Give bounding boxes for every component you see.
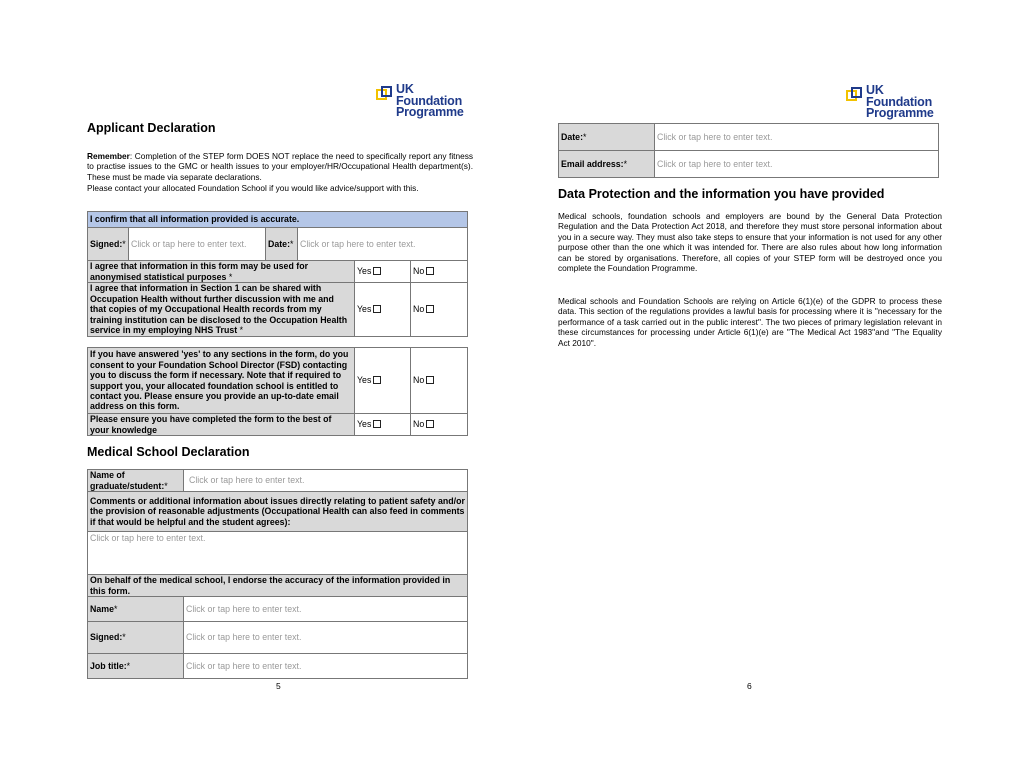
email-address-field[interactable]: Click or tap here to enter text. — [655, 151, 939, 178]
signed-field-medical[interactable]: Click or tap here to enter text. — [184, 622, 468, 654]
name-of-graduate-field[interactable]: Click or tap here to enter text. — [184, 470, 468, 492]
contact-paragraph: Please contact your allocated Foundation School if you would like advice/support with this. — [87, 183, 419, 193]
confirm-header: I confirm that all information provided is accurate. — [88, 212, 468, 228]
logo-line-2: Foundation — [866, 94, 933, 109]
data-protection-heading: Data Protection and the information you have provided — [558, 187, 885, 201]
occupational-health-question: I agree that information in Section 1 can be shared with Occupation Health without further discussion with me and that copies of my Occupational Health records from my training institution can be disclosed to the Occupation Health service in my employing NHS Trust * — [88, 283, 355, 337]
logo-line-3: Programme — [396, 105, 464, 119]
contact-table — [558, 123, 939, 178]
knowledge-yes-checkbox[interactable]: Yes — [355, 414, 411, 436]
date-field-p6[interactable]: Click or tap here to enter text. — [655, 124, 939, 151]
page-number-5: 5 — [276, 681, 281, 691]
medical-school-declaration-heading: Medical School Declaration — [87, 445, 250, 459]
applicant-declaration-table — [87, 211, 468, 261]
uk-foundation-programme-logo — [376, 84, 472, 124]
occupational-no-checkbox[interactable]: No — [411, 283, 468, 337]
medical-school-table — [87, 469, 468, 679]
comments-label: Comments or additional information about issues directly relating to patient safety and/or the provision of reasonable adjustments (Occupational Health can also feed in comments if that would be helpful and the student agrees): — [88, 492, 468, 532]
applicant-declaration-heading: Applicant Declaration — [87, 121, 216, 135]
remember-label: Remember — [87, 151, 130, 161]
logo-line-3: Programme — [866, 106, 934, 120]
signed-field[interactable]: Click or tap here to enter text. — [129, 228, 266, 261]
comments-field[interactable]: Click or tap here to enter text. — [88, 532, 468, 575]
remember-paragraph — [87, 151, 473, 182]
job-title-label: Job title:* — [88, 654, 184, 679]
endorse-label: On behalf of the medical school, I endorse the accuracy of the information provided in this form. — [88, 575, 468, 597]
page-6 — [512, 0, 1024, 768]
remember-text: : Completion of the STEP form DOES NOT replace the need to specifically report any fitness to practise issues to the GMC or health issues to your employer/HR/Occupational Health department(s). These must be made via separate declarations. — [87, 151, 473, 182]
fsd-contact-question: If you have answered 'yes' to any sections in the form, do you consent to your Foundation School Director (FSD) contacting you to discuss the form if necessary. Note that if required to support you, your allocated foundation school is entitled to contact you. Please ensure you provide an up-to-date email address on this form. — [88, 348, 355, 414]
logo-squares-icon — [846, 87, 866, 105]
date-label: Date:* — [266, 228, 298, 261]
statistical-yes-checkbox[interactable]: Yes — [355, 261, 411, 283]
signed-label-medical: Signed:* — [88, 622, 184, 654]
consent-table-2 — [87, 347, 468, 436]
uk-foundation-programme-logo — [846, 85, 942, 125]
fsd-no-checkbox[interactable]: No — [411, 348, 468, 414]
date-label-p6: Date:* — [559, 124, 655, 151]
best-knowledge-question: Please ensure you have completed the form to the best of your knowledge — [88, 414, 355, 436]
statistical-purposes-question: I agree that information in this form may be used for anonymised statistical purposes * — [88, 261, 355, 283]
statistical-no-checkbox[interactable]: No — [411, 261, 468, 283]
consent-table-1 — [87, 260, 468, 337]
logo-line-1: UK — [866, 83, 884, 97]
page-number-6: 6 — [747, 681, 752, 691]
email-address-label: Email address:* — [559, 151, 655, 178]
data-protection-paragraph-1: Medical schools, foundation schools and employers are bound by the General Data Protection Regulation and the Data Protection Act 2018, and therefore they must store personal information about you in a secure way. They must also take steps to ensure that your information is not used for any other purpose other than the one which it was intended for. There are also rules about how long information can be stored by organisations. Therefore, all copies of your STEP form will be destroyed once you complete the Foundation Programme. — [558, 211, 942, 274]
logo-squares-icon — [376, 86, 396, 104]
logo-line-2: Foundation — [396, 93, 463, 108]
logo-line-1: UK — [396, 82, 414, 96]
name-label: Name* — [88, 597, 184, 622]
fsd-yes-checkbox[interactable]: Yes — [355, 348, 411, 414]
data-protection-paragraph-2: Medical schools and Foundation Schools are relying on Article 6(1)(e) of the GDPR to process these data. This section of the regulations provides a lawful basis for processing where it is "necessary for the performance of a task carried out in the public interest". The two pieces of primary legislation relevant in these circumstances for processing under Article 6(1)(e) are "The Medical Act 1983"and "The Equality Act 2010". — [558, 296, 942, 348]
date-field[interactable]: Click or tap here to enter text. — [298, 228, 468, 261]
signed-label: Signed:* — [88, 228, 129, 261]
name-field[interactable]: Click or tap here to enter text. — [184, 597, 468, 622]
name-of-graduate-label: Name of graduate/student:* — [88, 470, 184, 492]
job-title-field[interactable]: Click or tap here to enter text. — [184, 654, 468, 679]
occupational-yes-checkbox[interactable]: Yes — [355, 283, 411, 337]
knowledge-no-checkbox[interactable]: No — [411, 414, 468, 436]
